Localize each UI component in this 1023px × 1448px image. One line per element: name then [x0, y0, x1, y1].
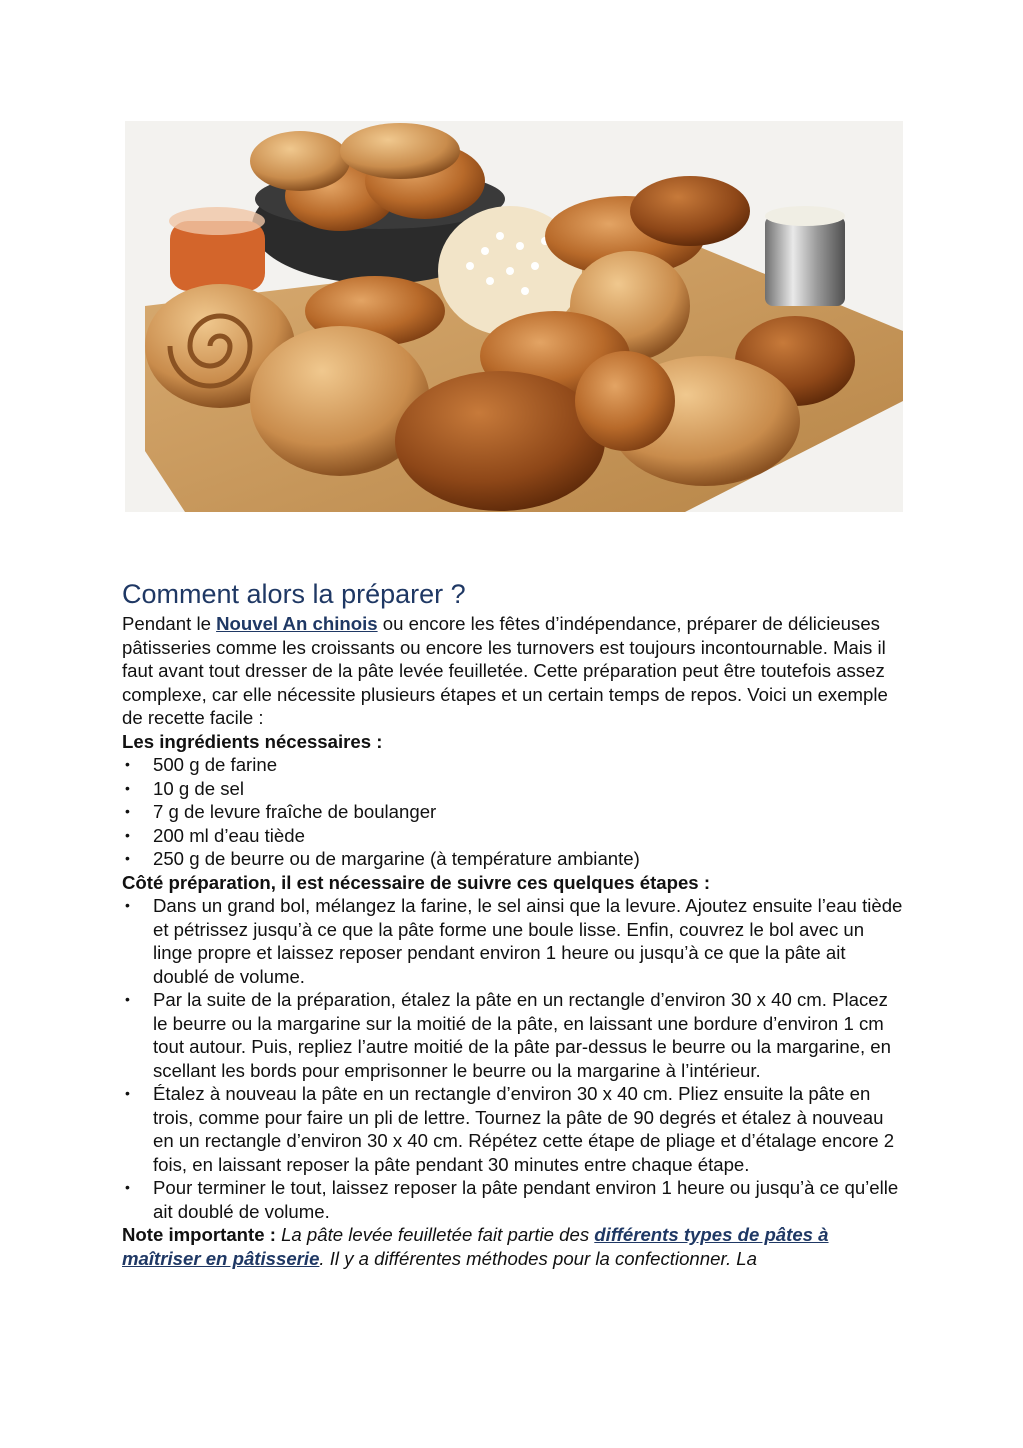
pastries-photo: [125, 121, 903, 512]
note-label: Note importante :: [122, 1224, 276, 1245]
ingredients-list: [122, 753, 904, 871]
article: [122, 578, 904, 1270]
list-item: • Étalez à nouveau la pâte en un rectangle d’environ 30 x 40 cm. Pliez ensuite la pâte en trois, comme pour faire un pli de lettre. Tournez la pâte de 90 degrés et étalez à nouveau en un rectangle d’environ 30 x 40 cm. Répétez cette étape de pliage et d’étalage encore 2 fois, en laissant reposer la pâte pendant 30 minutes entre chaque étape.: [122, 1082, 904, 1176]
list-item: • Par la suite de la préparation, étalez la pâte en un rectangle d’environ 30 x 40 cm. Placez le beurre ou la margarine sur la moitié de la pâte, en laissant une bordure d’environ 1 cm tout autour. Puis, repliez l’autre moitié de la pâte par-dessus le beurre ou la margarine, en scellant les bords pour emprisonner le beurre ou la margarine à l’intérieur.: [122, 988, 904, 1082]
list-item: • Pour terminer le tout, laissez reposer la pâte pendant environ 1 heure ou jusqu’à ce qu’elle ait doublé de volume.: [122, 1176, 904, 1223]
intro-paragraph: [122, 612, 904, 730]
list-item: • 200 ml d’eau tiède: [122, 824, 904, 848]
steps-title: Côté préparation, il est nécessaire de suivre ces quelques étapes :: [122, 871, 711, 893]
note-text-before: La pâte levée feuilletée fait partie des: [275, 1224, 595, 1245]
link-nouvel-an-chinois[interactable]: Nouvel An chinois: [216, 613, 378, 634]
intro-text-after: ou encore les fêtes d’indépendance, préparer de délicieuses pâtisseries comme les croissants ou encore les turnovers est toujours incontournable. Mais il faut avant tout dresser de la pâte levée feuilletée. Cette préparation peut être toutefois assez complexe, car elle nécessite plusieurs étapes et un certain temps de repos. Voici un exemple de recette facile :: [122, 613, 888, 728]
list-item: • Dans un grand bol, mélangez la farine, le sel ainsi que la levure. Ajoutez ensuite l’eau tiède et pétrissez jusqu’à ce que la pâte forme une boule lisse. Enfin, couvrez le bol avec un linge propre et laissez reposer pendant environ 1 heure ou jusqu’à ce que la pâte ait doublé de volume.: [122, 894, 904, 988]
section-heading: Comment alors la préparer ?: [122, 579, 466, 609]
note-paragraph: [122, 1223, 904, 1270]
ingredients-title: Les ingrédients nécessaires :: [122, 730, 383, 752]
list-item: • 10 g de sel: [122, 777, 904, 801]
link-types-de-pates[interactable]: différents types de pâtes à maîtriser en pâtisserie: [122, 1224, 829, 1269]
list-item: • 500 g de farine: [122, 753, 904, 777]
intro-text-before: Pendant le: [122, 613, 217, 634]
steps-list: [122, 894, 904, 1223]
list-item: • 7 g de levure fraîche de boulanger: [122, 800, 904, 824]
list-item: • 250 g de beurre ou de margarine (à température ambiante): [122, 847, 904, 871]
note-text-after: . Il y a différentes méthodes pour la confectionner. La: [319, 1247, 757, 1269]
